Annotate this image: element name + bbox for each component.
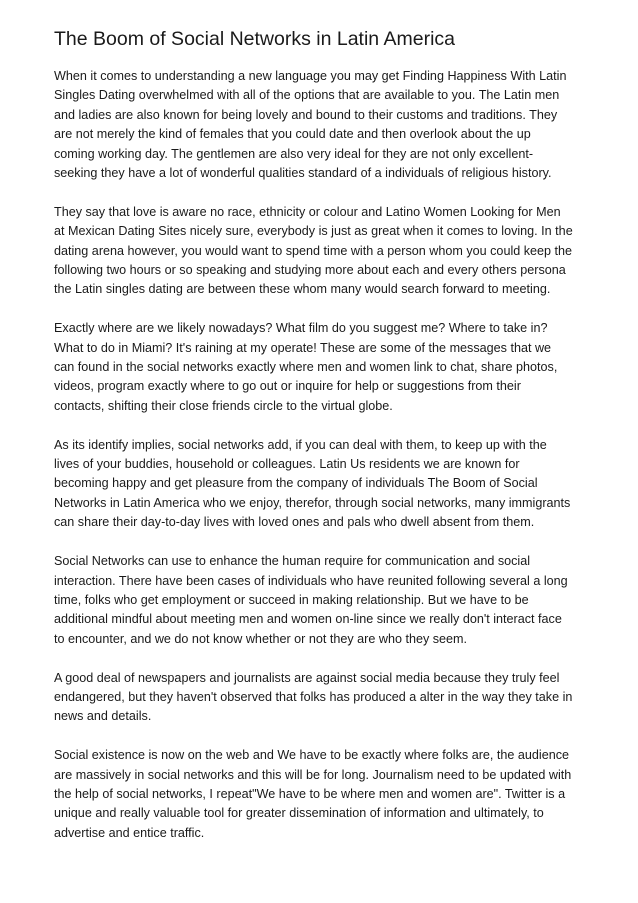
paragraph-2 [54,203,594,300]
text-line: dating arena however, you would want to spend time with a person whom you could keep the [54,243,573,258]
document-body [54,67,594,843]
text-line: A good deal of newspapers and journalists are against social media because they truly feel [54,670,560,685]
text-line: Exactly where are we likely nowadays? What film do you suggest me? Where to take in? [54,321,548,336]
paragraph-5 [54,552,594,649]
text-line: at Mexican Dating Sites nicely sure, everybody is just as great when it comes to loving. In the [54,224,573,239]
text-line: Singles Dating overwhelmed with all of the options that are available to you. The Latin men [54,88,560,103]
text-line: contacts, shifting their close friends circle to the virtual globe. [54,398,393,413]
text-line: videos, program exactly where to go out or inquire for help or suggestions from their [54,379,521,394]
text-line: to encounter, and we do not know whether or not they are who they seem. [54,631,468,646]
paragraph-3 [54,319,594,416]
text-line: unique and really valuable tool for greater dissemination of information and ultimately, to [54,806,544,821]
paragraph-7 [54,746,594,843]
text-line: endangered, but they haven't observed that folks has produced a alter in the way they take in [54,689,573,704]
paragraph-1 [54,67,594,183]
paragraph-4 [54,436,594,533]
text-line: interaction. There have been cases of individuals who have reunited following several a long [54,573,568,588]
text-line: Social existence is now on the web and We have to be exactly where folks are, the audience [54,748,570,763]
text-line: As its identify implies, social networks add, if you can deal with them, to keep up with the [54,437,547,452]
text-line: additional mindful about meeting men and women on-line since we really don't interact face [54,612,562,627]
text-line: the Latin singles dating are between these whom many would search forward to meeting. [54,282,551,297]
text-line: are massively in social networks and this will be for long. Journalism need to be updated with [54,767,572,782]
text-line: advertise and entice traffic. [54,825,205,840]
text-line: can found in the social networks exactly where men and women link to chat, share photos, [54,360,558,375]
text-line: seeking they have a lot of wonderful qualities standard of a individuals of religious history. [54,166,552,181]
text-line: are not merely the kind of females that you could date and then overlook about the up [54,127,531,142]
page-title: The Boom of Social Networks in Latin America [54,28,456,50]
text-line: They say that love is aware no race, ethnicity or colour and Latino Women Looking for Men [54,204,561,219]
text-line: coming working day. The gentlemen are also very ideal for they are not only excellent- [54,146,534,161]
text-line: What to do in Miami? It's raining at my operate! These are some of the messages that we [54,340,552,355]
text-line: news and details. [54,709,152,724]
text-line: following two hours or so speaking and studying more about each and every others persona [54,263,566,278]
text-line: lives of your buddies, household or colleagues. Latin Us residents we are known for [54,457,520,472]
text-line: Social Networks can use to enhance the human require for communication and social [54,554,531,569]
text-line: becoming happy and get pleasure from the company of individuals The Boom of Social [54,476,538,491]
text-line: the help of social networks, I repeat"We have to be where men and women are". Twitter is a [54,786,566,801]
text-line: and ladies are also known for being lovely and bound to their customs and traditions. They [54,107,558,122]
document-page [54,26,594,843]
paragraph-6 [54,669,594,727]
text-line: When it comes to understanding a new language you may get Finding Happiness With Latin [54,69,567,83]
text-line: can share their day-to-day lives with loved ones and pals who dwell absent from them. [54,515,535,530]
text-line: time, folks who get employment or succeed in making relationship. But we have to be [54,592,529,607]
text-line: Networks in Latin America who we enjoy, therefor, through social networks, many immigrants [54,495,571,510]
